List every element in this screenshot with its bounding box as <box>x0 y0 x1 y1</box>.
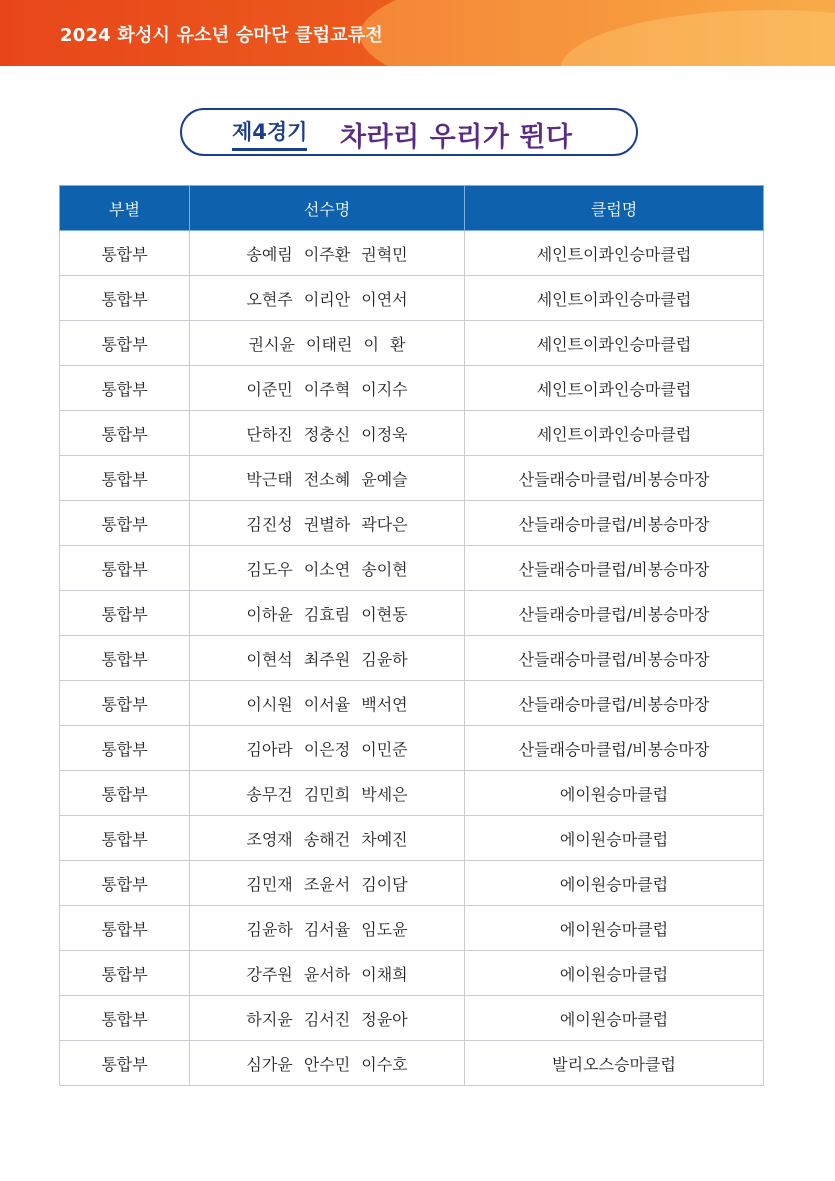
table-row <box>60 861 764 906</box>
table-row <box>60 771 764 816</box>
players-cell: 김진성 권별하 곽다은 <box>190 501 465 546</box>
club-cell: 에이원승마클럽 <box>465 771 764 816</box>
table-row <box>60 816 764 861</box>
table-row <box>60 366 764 411</box>
players-cell: 단하진 정충신 이정욱 <box>190 411 465 456</box>
club-cell: 발리오스승마클럽 <box>465 1041 764 1086</box>
division-cell: 통합부 <box>60 771 190 816</box>
table-row <box>60 906 764 951</box>
team-name: 차라리 우리가 뛴다 <box>340 122 573 153</box>
division-cell: 통합부 <box>60 456 190 501</box>
division-cell: 통합부 <box>60 861 190 906</box>
column-header-club: 클럽명 <box>465 186 764 231</box>
players-cell: 오현주 이리안 이연서 <box>190 276 465 321</box>
table-row <box>60 546 764 591</box>
table-row <box>60 1041 764 1086</box>
division-cell: 통합부 <box>60 501 190 546</box>
players-cell: 이시원 이서율 백서연 <box>190 681 465 726</box>
club-cell: 산들래승마클럽/비봉승마장 <box>465 636 764 681</box>
players-cell: 이준민 이주혁 이지수 <box>190 366 465 411</box>
players-cell: 이현석 최주원 김윤하 <box>190 636 465 681</box>
table-header-row <box>60 186 764 231</box>
division-cell: 통합부 <box>60 681 190 726</box>
division-cell: 통합부 <box>60 411 190 456</box>
table-row <box>60 456 764 501</box>
club-cell: 산들래승마클럽/비봉승마장 <box>465 726 764 771</box>
players-cell: 권시윤 이태린 이 환 <box>190 321 465 366</box>
players-cell: 김아라 이은정 이민준 <box>190 726 465 771</box>
club-cell: 산들래승마클럽/비봉승마장 <box>465 681 764 726</box>
table-row <box>60 726 764 771</box>
table-row <box>60 636 764 681</box>
players-cell: 김도우 이소연 송이현 <box>190 546 465 591</box>
players-cell: 심가윤 안수민 이수호 <box>190 1041 465 1086</box>
club-cell: 에이원승마클럽 <box>465 816 764 861</box>
players-cell: 이하윤 김효림 이현동 <box>190 591 465 636</box>
table-row <box>60 231 764 276</box>
players-cell: 박근태 전소혜 윤예슬 <box>190 456 465 501</box>
division-cell: 통합부 <box>60 906 190 951</box>
game-number: 제4경기 <box>232 116 307 151</box>
club-cell: 세인트이콰인승마클럽 <box>465 276 764 321</box>
club-cell: 에이원승마클럽 <box>465 996 764 1041</box>
event-banner <box>0 0 835 66</box>
table-row <box>60 951 764 996</box>
table-row <box>60 321 764 366</box>
division-cell: 통합부 <box>60 546 190 591</box>
players-cell: 송무건 김민희 박세은 <box>190 771 465 816</box>
division-cell: 통합부 <box>60 366 190 411</box>
club-cell: 산들래승마클럽/비봉승마장 <box>465 456 764 501</box>
division-cell: 통합부 <box>60 321 190 366</box>
division-cell: 통합부 <box>60 636 190 681</box>
players-cell: 조영재 송해건 차예진 <box>190 816 465 861</box>
division-cell: 통합부 <box>60 1041 190 1086</box>
club-cell: 세인트이콰인승마클럽 <box>465 411 764 456</box>
table-body <box>60 231 764 1086</box>
players-cell: 김민재 조윤서 김이담 <box>190 861 465 906</box>
event-title: 2024 화성시 유소년 승마단 클럽교류전 <box>60 25 383 46</box>
column-header-division: 부별 <box>60 186 190 231</box>
table-row <box>60 501 764 546</box>
club-cell: 에이원승마클럽 <box>465 951 764 996</box>
club-cell: 세인트이콰인승마클럽 <box>465 366 764 411</box>
division-cell: 통합부 <box>60 231 190 276</box>
club-cell: 산들래승마클럽/비봉승마장 <box>465 591 764 636</box>
club-cell: 세인트이콰인승마클럽 <box>465 231 764 276</box>
roster-table <box>59 185 764 1086</box>
table-row <box>60 591 764 636</box>
table-row <box>60 681 764 726</box>
club-cell: 에이원승마클럽 <box>465 861 764 906</box>
club-cell: 세인트이콰인승마클럽 <box>465 321 764 366</box>
table-row <box>60 996 764 1041</box>
players-cell: 강주원 윤서하 이채희 <box>190 951 465 996</box>
game-title-box <box>180 108 638 156</box>
column-header-players: 선수명 <box>190 186 465 231</box>
players-cell: 하지윤 김서진 정윤아 <box>190 996 465 1041</box>
division-cell: 통합부 <box>60 591 190 636</box>
division-cell: 통합부 <box>60 951 190 996</box>
table-row <box>60 411 764 456</box>
division-cell: 통합부 <box>60 726 190 771</box>
division-cell: 통합부 <box>60 996 190 1041</box>
club-cell: 산들래승마클럽/비봉승마장 <box>465 501 764 546</box>
club-cell: 산들래승마클럽/비봉승마장 <box>465 546 764 591</box>
players-cell: 김윤하 김서율 임도윤 <box>190 906 465 951</box>
club-cell: 에이원승마클럽 <box>465 906 764 951</box>
division-cell: 통합부 <box>60 816 190 861</box>
players-cell: 송예림 이주환 권혁민 <box>190 231 465 276</box>
table-row <box>60 276 764 321</box>
division-cell: 통합부 <box>60 276 190 321</box>
